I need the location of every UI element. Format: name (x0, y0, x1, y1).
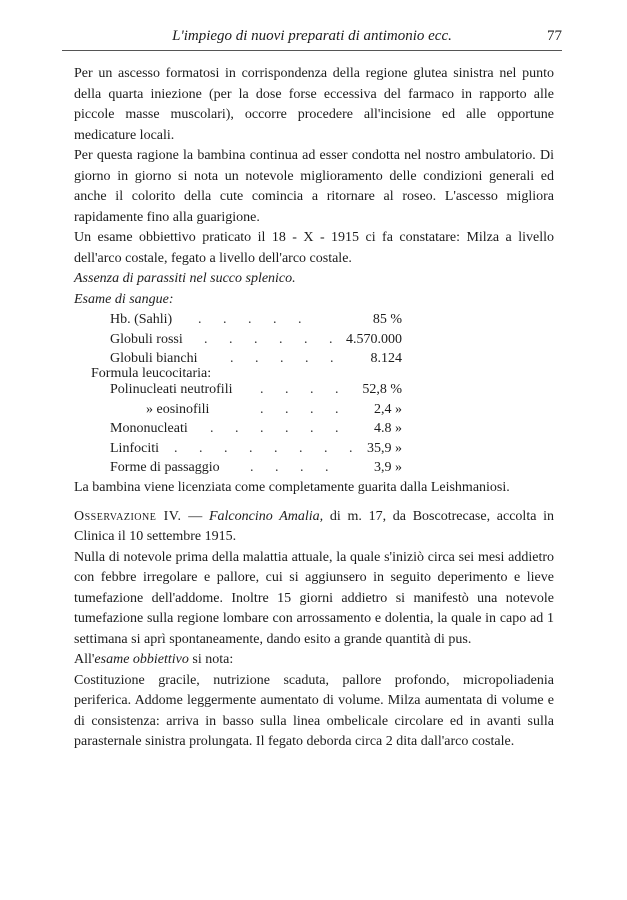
blood-table (110, 310, 402, 369)
text-block-2 (74, 478, 554, 753)
page-number: 77 (547, 28, 562, 44)
blood-row (110, 310, 402, 330)
observation-details: di m. 17, da Boscotrecase, accolta in Clinica il 10 settembre 1915. (74, 508, 555, 544)
paragraph-ambulatory: Per questa ragione la bambina continua ad esser condotta nel nostro ambulatorio. Di giorno in giorno si nota un notevole miglioramento delle condizioni generali ed anche il colorito della cute comincia a ritornare al roseo. L'ascesso migliora rapidamente fino alla guarigione. (74, 148, 554, 225)
formula-table (110, 380, 402, 478)
leader-dots: . . . . . (230, 351, 343, 366)
formula-row (110, 439, 402, 459)
blood-value: 4.570.000 (346, 331, 402, 347)
formula-row (110, 458, 402, 478)
running-header (62, 26, 562, 51)
observation-dash: — (188, 508, 203, 524)
paragraph-discharge: La bambina viene licenziata come completamente guarita dalla Leishmaniosi. (74, 480, 510, 495)
formula-value: 2,4 » (374, 401, 402, 417)
formula-value: 4.8 » (374, 421, 402, 436)
exam-intro-prefix: All' (74, 652, 95, 667)
leader-dots: . . . . (250, 460, 338, 475)
paragraph-assenza: Assenza di parassiti nel succo splenico. (74, 271, 296, 286)
formula-label: Forme di passaggio (110, 460, 220, 475)
formula-label: Linfociti (110, 440, 159, 456)
exam-intro-italic: esame obbiettivo (94, 652, 189, 667)
patient-name: Falconcino Amalia, (208, 508, 324, 524)
paragraph-history: Nulla di notevole prima della malattia attuale, la quale s'iniziò circa sei mesi addietro con febbre irregolare e pallore, cui si aggiunsero in seguito deperimento e lieve tumefazione dell'addome. Inoltre 15 giorni addietro si manifestò una notevole tumefazione sulla regione lombare con arrossamento e dolentia, la quale in capo ad 1 settimana si aprì spontaneamente, dando esito a grande quantità di pus. (74, 549, 554, 647)
blood-exam-heading: Esame di sangue: (74, 291, 174, 307)
formula-row (110, 380, 402, 400)
blood-label: Hb. (Sahli) (110, 312, 173, 327)
blood-value: 8.124 (370, 351, 402, 366)
paragraph-abscess: Per un ascesso formatosi in corrispondenza della regione glutea sinistra nel punto della quarta iniezione (per la dose forse eccessiva del farmaco in rapporto alle piccole masse muscolari), occorre procedere all'incisione ed alle opportune medicature locali. (74, 66, 554, 143)
text-block-1 (74, 64, 554, 310)
formula-value: 52,8 % (362, 382, 402, 397)
observation-label: Osservazione IV. (74, 508, 182, 524)
exam-intro-suffix: si nota: (188, 652, 234, 667)
leader-dots: . . . . . . . . (174, 440, 362, 456)
leader-dots: . . . . (260, 382, 348, 397)
leader-dots: . . . . . . (210, 421, 348, 436)
formula-row (110, 419, 402, 439)
paragraph-exam-intro (74, 650, 554, 671)
formula-value: 35,9 » (367, 440, 402, 456)
blood-label: Globuli bianchi (110, 351, 198, 366)
running-title: L'impiego di nuovi preparati di antimonio ecc. (172, 28, 452, 44)
formula-label: » eosinofili (146, 401, 210, 417)
formula-label: Formula leucocitaria: (91, 366, 212, 381)
formula-label: Polinucleati neutrofili (110, 382, 233, 397)
blood-label: Globuli rossi (110, 331, 183, 347)
formula-label: Mononucleati (110, 421, 188, 436)
blood-value: 85 % (372, 312, 402, 327)
blood-row (110, 330, 402, 350)
paragraph-observation (74, 507, 554, 548)
paragraph-exam-date: Un esame obbiettivo praticato il 18 - X - 1915 ci fa constatare: Milza a livello dell'arco costale, fegato a livello dell'arco costale. (74, 230, 554, 266)
leader-dots: . . . . . . (204, 331, 342, 347)
formula-row (110, 400, 402, 420)
paragraph-findings: Costituzione gracile, nutrizione scaduta, pallore profondo, micropoliadenia periferica. Addome leggermente aumentato di volume. Milza aumentata di volume e di consistenza: arriva in basso sulla linea ombelicale circolare ed in avanti sulla parasternale sinistra prolungata. Il fegato deborda circa 2 dita dall'arco costale. (74, 672, 554, 749)
formula-value: 3,9 » (374, 460, 402, 475)
leader-dots: . . . . . (198, 312, 311, 327)
leader-dots: . . . . (260, 401, 348, 417)
